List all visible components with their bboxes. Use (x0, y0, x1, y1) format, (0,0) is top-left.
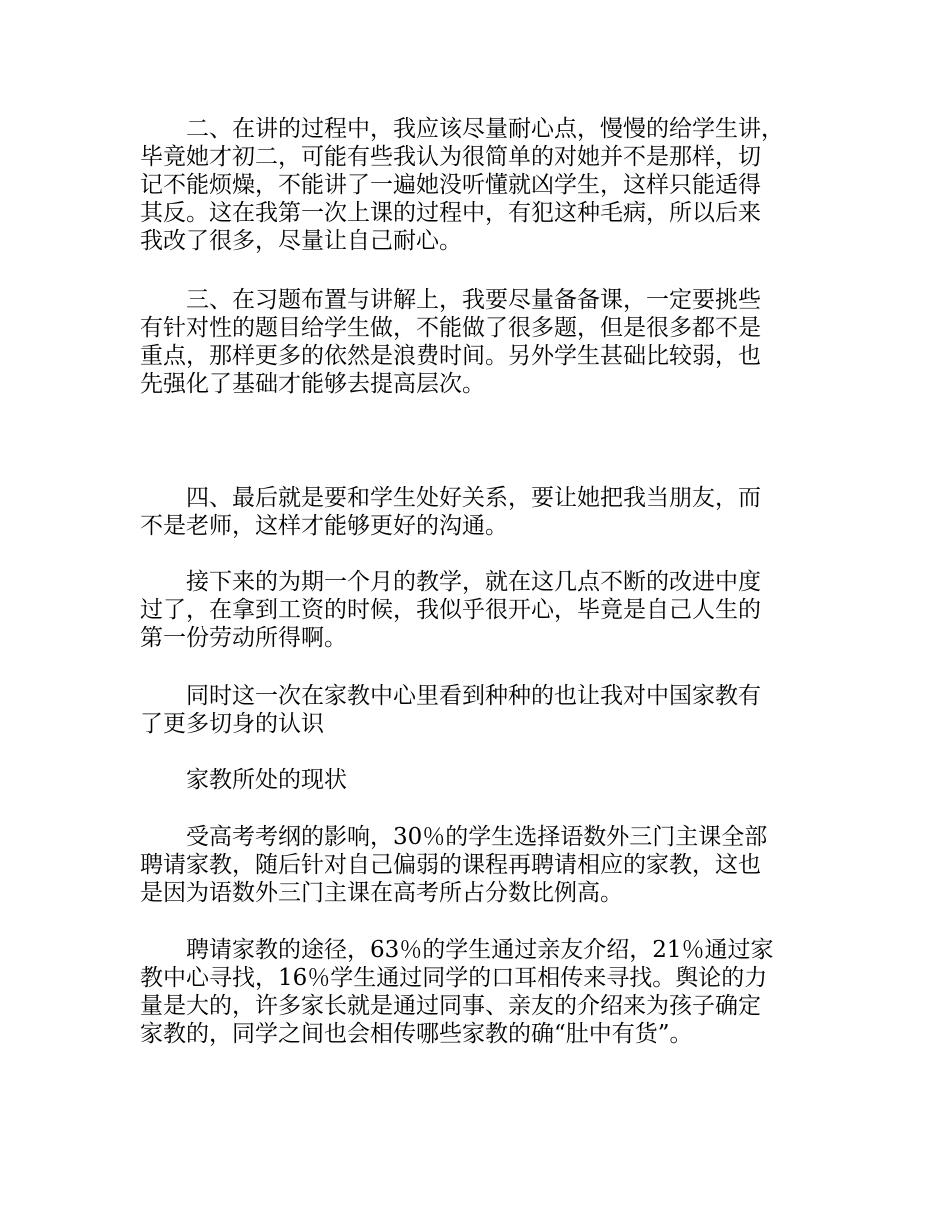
paragraph-exam-influence: 受高考考纲的影响，30％的学生选择语数外三门主课全部 聘请家教，随后针对自己偏弱的课程再聘请相应的家教，这也 是因为语数外三门主课在高考所占分数比例高。 (140, 824, 768, 906)
paragraph-first-salary: 接下来的为期一个月的教学，就在这几点不断的改进中度 过了，在拿到工资的时候，我似乎很开心，毕竟是自己人生的 第一份劳动所得啊。 (140, 569, 761, 651)
paragraph-teaching-patience: 二、在讲的过程中，我应该尽量耐心点，慢慢的给学生讲， 毕竟她才初二，可能有些我认为很简单的对她并不是那样，切 记不能烦燥，不能讲了一遍她没听懂就凶学生，这样只能适得 其反。这在我第一次上课的过程中，有犯这种毛病，所以后来 我改了很多，尽量让自己耐心。 (140, 116, 784, 254)
paragraph-exercise-preparation: 三、在习题布置与讲解上，我要尽量备备课，一定要挑些 有针对性的题目给学生做，不能做了很多题，但是很多都不是 重点，那样更多的依然是浪费时间。另外学生甚础比较弱，也 先强化了基础才能够去提高层次。 (140, 287, 761, 397)
paragraph-student-relationship: 四、最后就是要和学生处好关系，要让她把我当朋友，而 不是老师，这样才能够更好的沟通。 (140, 485, 761, 539)
paragraph-hiring-channels: 聘请家教的途径，63％的学生通过亲友介绍，21％通过家 教中心寻找，16％学生通过同学的口耳相传来寻找。舆论的力 量是大的，许多家长就是通过同事、亲友的介绍来为孩子确定 家教的，同学之间也会相传哪些家教的确“肚中有货”。 (140, 937, 774, 1047)
paragraph-tutoring-center-insight: 同时这一次在家教中心里看到种种的也让我对中国家教有 了更多切身的认识 (140, 683, 761, 737)
paragraph-section-heading: 家教所处的现状 (140, 767, 347, 793)
